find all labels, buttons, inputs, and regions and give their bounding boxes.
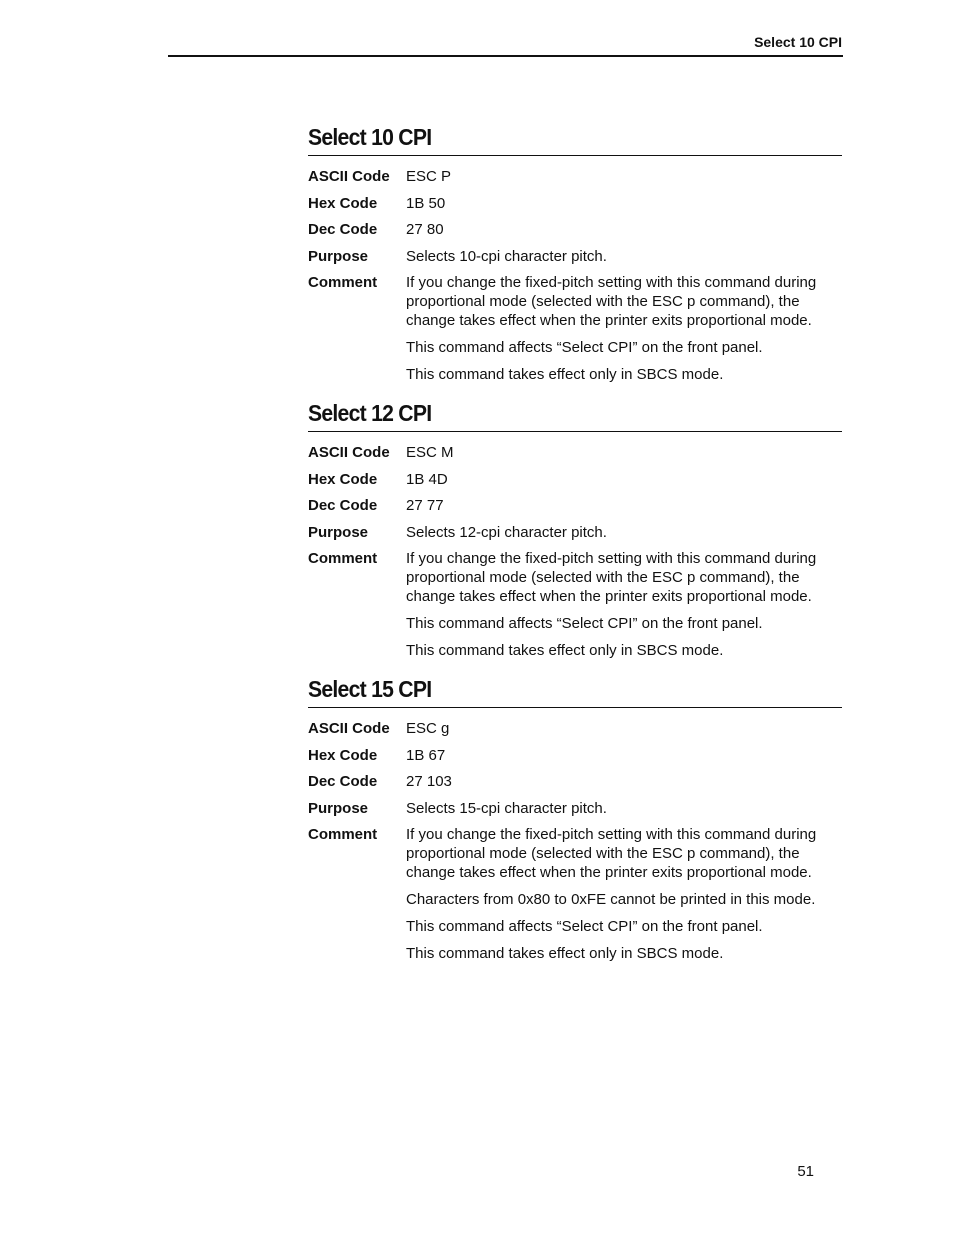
field-value-paragraph: 27 103 [406, 773, 452, 790]
field-value-paragraph: This command takes effect only in SBCS mode. [406, 366, 724, 383]
field-value-paragraph: This command affects “Select CPI” on the front panel. [406, 918, 763, 935]
field-value [406, 443, 842, 462]
field-value [406, 220, 842, 239]
field-row [308, 470, 842, 489]
field-value-paragraph: If you change the fixed-pitch setting with this command during proportional mode (selected with the ESC p command), the change takes effect when the printer exits proportional mode. [406, 550, 817, 605]
field-value-paragraph: This command affects “Select CPI” on the front panel. [406, 615, 763, 632]
field-value-paragraph: Selects 15-cpi character pitch. [406, 799, 607, 817]
field-value-paragraph: If you change the fixed-pitch setting with this command during proportional mode (selected with the ESC p command), the change takes effect when the printer exits proportional mode. [406, 274, 817, 329]
field-row [308, 247, 842, 266]
field-row [308, 746, 842, 765]
field-row [308, 825, 842, 963]
field-label: Hex Code [308, 746, 378, 764]
field-label: ASCII Code [308, 720, 390, 737]
field-value [406, 273, 842, 384]
field-value-paragraph: If you change the fixed-pitch setting with this command during proportional mode (selected with the ESC p command), the change takes effect when the printer exits proportional mode. [406, 826, 817, 881]
field-value [406, 746, 842, 765]
field-row [308, 443, 842, 462]
field-label: ASCII Code [308, 168, 390, 185]
field-value-paragraph: 1B 4D [406, 470, 448, 488]
field-row [308, 167, 842, 186]
field-value [406, 523, 842, 542]
field-label: Dec Code [308, 497, 378, 514]
command-section [308, 122, 842, 384]
field-label: ASCII Code [308, 444, 390, 461]
field-value-paragraph: Selects 10-cpi character pitch. [406, 247, 607, 265]
field-label: Comment [308, 550, 378, 567]
field-value [406, 549, 842, 660]
field-row [308, 496, 842, 515]
field-value-paragraph: This command affects “Select CPI” on the front panel. [406, 339, 763, 356]
field-value [406, 719, 842, 738]
field-label: Purpose [308, 799, 369, 817]
field-row [308, 799, 842, 818]
field-value [406, 772, 842, 791]
section-rule [308, 431, 842, 432]
field-value [406, 194, 842, 213]
command-section [308, 674, 842, 963]
field-value-paragraph: ESC M [406, 444, 454, 461]
field-row [308, 549, 842, 660]
field-value-paragraph: 27 77 [406, 497, 444, 514]
field-row [308, 772, 842, 791]
field-label: Dec Code [308, 773, 378, 790]
field-row [308, 273, 842, 384]
field-value [406, 799, 842, 818]
field-value [406, 496, 842, 515]
header-rule [168, 55, 843, 57]
field-label: Comment [308, 826, 378, 843]
section-title: Select 10 CPI [308, 124, 432, 150]
field-value-paragraph: This command takes effect only in SBCS mode. [406, 945, 724, 962]
field-value-paragraph: ESC g [406, 720, 450, 737]
section-title: Select 12 CPI [308, 400, 432, 426]
field-row [308, 220, 842, 239]
running-header: Select 10 CPI [754, 34, 842, 50]
field-label: Comment [308, 274, 378, 291]
field-row [308, 719, 842, 738]
field-label: Dec Code [308, 221, 378, 238]
section-title: Select 15 CPI [308, 676, 432, 702]
field-value-paragraph: 1B 50 [406, 194, 446, 212]
section-rule [308, 155, 842, 156]
document-body [308, 122, 842, 977]
field-value [406, 825, 842, 963]
field-label: Hex Code [308, 194, 378, 212]
section-rule [308, 707, 842, 708]
field-label: Purpose [308, 523, 369, 541]
field-value [406, 167, 842, 186]
page-number: 51 [797, 1163, 814, 1180]
field-value [406, 470, 842, 489]
field-row [308, 523, 842, 542]
field-value-paragraph: 1B 67 [406, 746, 446, 764]
field-label: Hex Code [308, 470, 378, 488]
field-label: Purpose [308, 247, 369, 265]
field-value-paragraph: 27 80 [406, 221, 444, 238]
field-value-paragraph: ESC P [406, 168, 452, 185]
field-row [308, 194, 842, 213]
field-value-paragraph: Selects 12-cpi character pitch. [406, 523, 607, 541]
field-value-paragraph: This command takes effect only in SBCS mode. [406, 642, 724, 659]
field-value-paragraph: Characters from 0x80 to 0xFE cannot be printed in this mode. [406, 891, 816, 908]
command-section [308, 398, 842, 660]
field-value [406, 247, 842, 266]
